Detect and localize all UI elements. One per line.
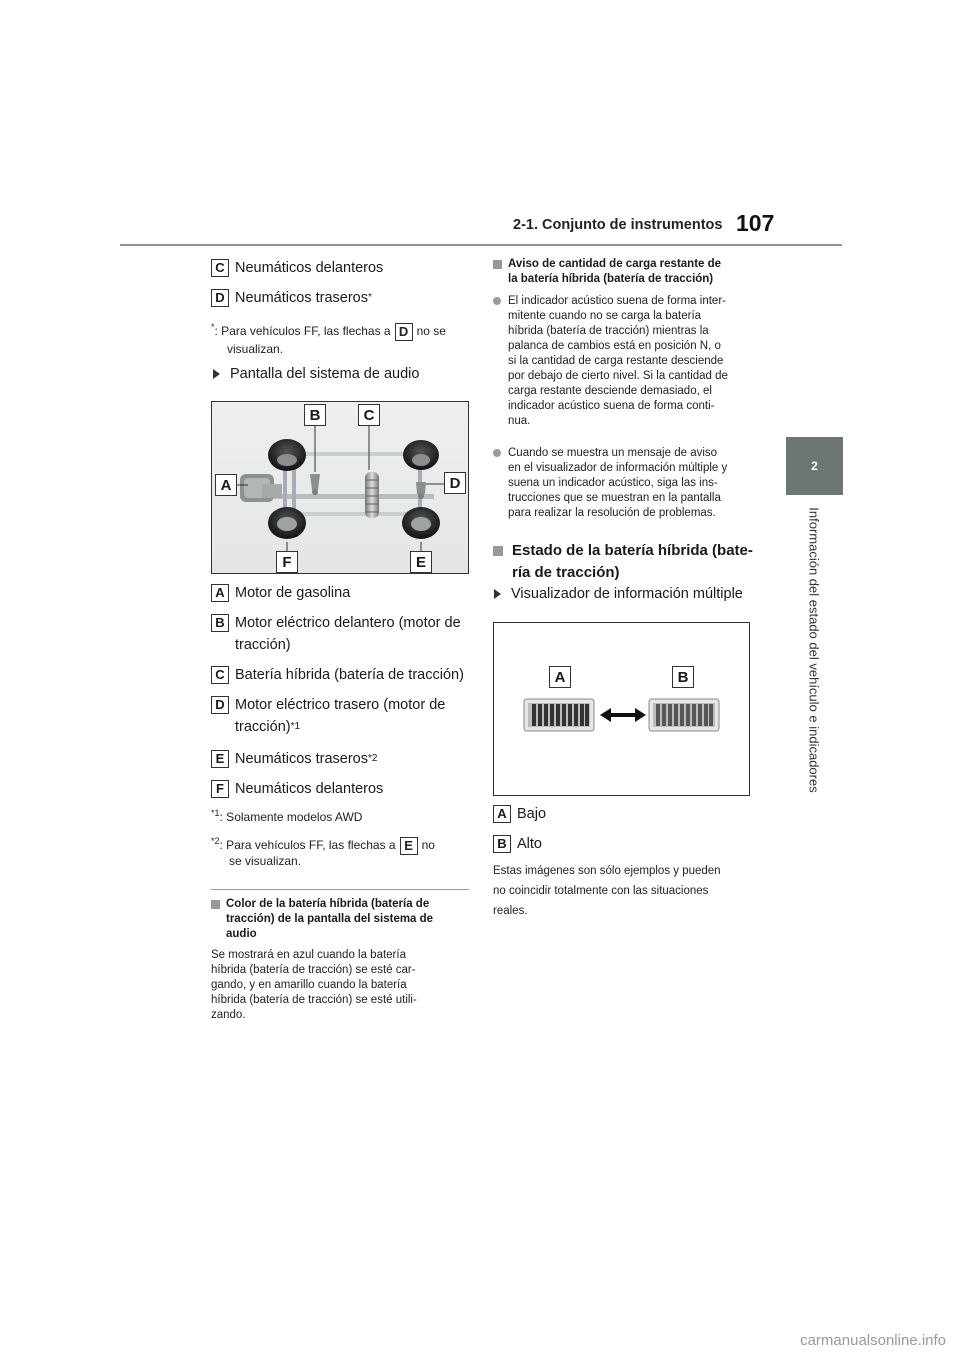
- triangle-icon: [213, 369, 220, 379]
- label-box: D: [395, 323, 413, 341]
- legend-text: Bajo: [517, 806, 547, 822]
- watermark: carmanualsonline.info: [800, 1332, 946, 1349]
- tire-front-left: [268, 439, 306, 471]
- square-bullet-icon: [211, 900, 220, 909]
- label-box: A: [493, 805, 511, 823]
- callout-b: B: [304, 404, 326, 426]
- label-box: A: [211, 584, 229, 602]
- section-heading-text: Estado de la batería híbrida (bate- ría de tracción): [512, 542, 753, 581]
- gauge-high: [649, 699, 719, 731]
- legend-text: Neumáticos traseros: [235, 290, 368, 306]
- legend-item: [211, 778, 383, 800]
- footnote-mark: *2: [211, 836, 220, 846]
- header-rule: [120, 244, 842, 246]
- gauge-low: [524, 699, 594, 731]
- callout-e: E: [410, 551, 432, 573]
- tire-rear-right: [402, 507, 440, 539]
- square-bullet-icon: [493, 260, 502, 269]
- tire-rear-left: [403, 440, 439, 470]
- section-heading-text: Aviso de cantidad de carga restante de la batería híbrida (batería de tracción): [508, 258, 722, 285]
- footnote-mark: *: [211, 322, 215, 332]
- section-heading-color: [211, 897, 471, 942]
- label-box: B: [211, 614, 229, 632]
- label-box: C: [211, 666, 229, 684]
- legend-text: Motor de gasolina: [235, 585, 351, 601]
- legend-item: [211, 612, 461, 634]
- footnote-text: no se: [416, 324, 446, 338]
- legend-item: [211, 694, 445, 716]
- label-box: D: [211, 289, 229, 307]
- label-box: C: [211, 259, 229, 277]
- subhead-text: Visualizador de información múltiple: [511, 586, 743, 602]
- drivetrain-illustration: [212, 402, 468, 573]
- battery-gauge-figure: [493, 622, 750, 796]
- legend-item: [211, 664, 464, 686]
- bullet-text: Cuando se muestra un mensaje de aviso en el visualizador de información múltiple y suena un indicador acústico, siga las ins- trucciones que se muestran en la pantalla para realizar la resolución de problemas.: [508, 447, 728, 519]
- legend-text: Motor eléctrico trasero (motor de: [235, 697, 446, 713]
- battery-gauge-illustration: [494, 623, 749, 795]
- legend-text: Neumáticos delanteros: [235, 260, 384, 276]
- label-box: E: [211, 750, 229, 768]
- chapter-tab[interactable]: 2: [786, 437, 843, 495]
- double-arrow-icon: [600, 708, 646, 722]
- legend-text: Neumáticos traseros: [235, 751, 368, 767]
- footnote-awd: [211, 804, 362, 826]
- legend-text: Alto: [517, 836, 542, 852]
- color-paragraph: Se mostrará en azul cuando la batería híbrida (batería de tracción) se esté car- gando, y en amarillo cuando la batería híbrida (batería de tracción) se esté utili- zando.: [211, 949, 417, 1021]
- footnote-line2: se visualizan.: [229, 854, 302, 868]
- engine-block: [240, 474, 282, 502]
- legend-text-line2: [235, 716, 300, 738]
- legend-item: [211, 748, 377, 770]
- footnote-line2: visualizan.: [227, 342, 284, 356]
- chapter-side-title: Información del estado del vehículo e indicadores: [806, 507, 822, 793]
- battery-pack: [365, 472, 379, 518]
- section-heading-state: [493, 540, 758, 584]
- footnote-text: : Para vehículos FF, las flechas a: [219, 838, 396, 852]
- footnote-text: : Solamente modelos AWD: [219, 810, 363, 824]
- legend-text: Neumáticos delanteros: [235, 781, 384, 797]
- subhead-text: Pantalla del sistema de audio: [230, 366, 420, 382]
- footnote-text: no: [421, 838, 435, 852]
- bullet-item: [493, 294, 758, 429]
- legend-item: [493, 833, 542, 855]
- triangle-icon: [494, 589, 501, 599]
- front-motor: [310, 474, 320, 495]
- callout-c: C: [358, 404, 380, 426]
- footnote-text: : Para vehículos FF, las flechas a: [214, 324, 391, 338]
- legend-text: Batería híbrida (batería de tracción): [235, 667, 464, 683]
- callout-d: D: [444, 472, 466, 494]
- footnote-mark: *2: [367, 753, 378, 764]
- subhead-audio: [213, 366, 419, 382]
- label-box: B: [493, 835, 511, 853]
- legend-text-line2: tracción): [235, 637, 291, 653]
- footnote-mark: *: [367, 292, 372, 303]
- callout-b: B: [672, 666, 694, 688]
- callout-f: F: [276, 551, 298, 573]
- section-divider: [211, 889, 469, 890]
- legend-item: [211, 257, 383, 279]
- bullet-dot-icon: [493, 449, 501, 457]
- drivetrain-diagram: [211, 401, 469, 574]
- bullet-item: [493, 446, 758, 521]
- chapter-title: 2-1. Conjunto de instrumentos: [513, 217, 723, 233]
- tire-front-right: [268, 507, 306, 539]
- label-box: D: [211, 696, 229, 714]
- label-box: E: [400, 837, 418, 855]
- label-box: F: [211, 780, 229, 798]
- legend-item: [211, 582, 350, 604]
- footnote: [211, 318, 481, 341]
- subhead-mid: [494, 586, 743, 602]
- callout-a: A: [215, 474, 237, 496]
- callout-a: A: [549, 666, 571, 688]
- footnote-mark: *1: [290, 721, 301, 732]
- legend-item: [211, 287, 372, 309]
- legend-text: tracción): [235, 719, 291, 735]
- square-bullet-icon: [493, 546, 503, 556]
- bullet-dot-icon: [493, 297, 501, 305]
- legend-item: [493, 803, 546, 825]
- bullet-text: El indicador acústico suena de forma inter- mitente cuando no se carga la batería híbrida (batería de tracción) mientras la palanca de cambios está en posición N, o si la cantidad de carga restante desciende por debajo de cierto nivel. Si la cantidad de carga restante desciende demasiado, el indicador acústico suena de forma conti- nua.: [508, 295, 728, 427]
- legend-text: Motor eléctrico delantero (motor de: [235, 615, 461, 631]
- disclaimer-paragraph: Estas imágenes son sólo ejemplos y pueden no coincidir totalmente con las situaciones reales.: [493, 865, 721, 917]
- footnote-mark: *1: [211, 808, 220, 818]
- page-number: 107: [736, 210, 775, 236]
- section-heading-text: Color de la batería híbrida (batería de tracción) de la pantalla del sistema de audio: [226, 898, 434, 940]
- section-heading-warning: [493, 257, 758, 287]
